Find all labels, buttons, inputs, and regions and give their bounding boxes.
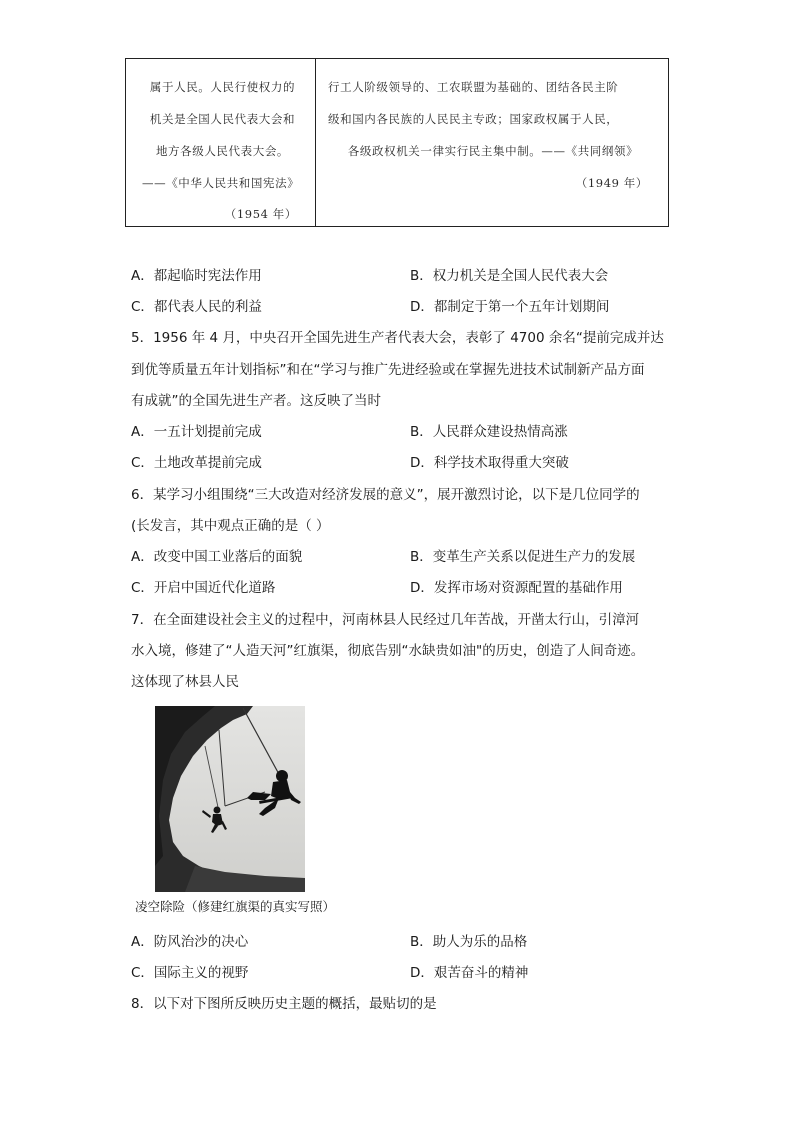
- q5-option-d: D．科学技术取得重大突破: [410, 455, 569, 471]
- q5-stem-line: 到优等质量五年计划指标”和在“学习与推广先进经验或在掌握先进技术试制新产品方面: [131, 362, 645, 378]
- quote-line: 机关是全国人民代表大会和: [149, 112, 296, 126]
- q4-option-b: B．权力机关是全国人民代表大会: [410, 268, 609, 284]
- quote-source: 各级政权机关一律实行民主集中制。——《共同纲领》: [347, 144, 639, 158]
- photo-caption: 凌空除险（修建红旗渠的真实写照）: [135, 899, 336, 914]
- common-program-quote-cell: [316, 59, 668, 226]
- quote-line: 级和国内各民族的人民民主专政；国家政权属于人民，: [328, 112, 619, 126]
- q5-option-c: C．土地改革提前完成: [131, 455, 262, 471]
- quote-line: 行工人阶级领导的、工农联盟为基础的、团结各民主阶: [328, 80, 619, 94]
- q6-option-a: A．改变中国工业落后的面貌: [131, 549, 303, 565]
- q5-option-b: B．人民群众建设热情高涨: [410, 424, 568, 440]
- q7-stem-line: 这体现了林县人民: [131, 674, 239, 690]
- quote-year: （1949 年）: [575, 176, 648, 190]
- q4-option-d: D．都制定于第一个五年计划期间: [410, 299, 610, 315]
- q7-stem-line: 7．在全面建设社会主义的过程中，河南林县人民经过几年苦战，开凿太行山，引漳河: [131, 612, 640, 628]
- q7-option-b: B．助人为乐的品格: [410, 934, 528, 950]
- q6-option-c: C．开启中国近代化道路: [131, 580, 276, 596]
- q7-option-a: A．防风治沙的决心: [131, 934, 249, 950]
- q6-option-d: D．发挥市场对资源配置的基础作用: [410, 580, 623, 596]
- q6-stem-line: 6．某学习小组围绕“三大改造对经济发展的意义”，展开激烈讨论，以下是几位同学的: [131, 487, 640, 503]
- q6-option-b: B．变革生产关系以促进生产力的发展: [410, 549, 636, 565]
- quote-line: 属于人民。人民行使权力的: [149, 80, 296, 94]
- q5-option-a: A．一五计划提前完成: [131, 424, 262, 440]
- quote-source: ——《中华人民共和国宪法》: [142, 176, 300, 190]
- q4-option-c: C．都代表人民的利益: [131, 299, 262, 315]
- constitution-quote-cell: [126, 59, 316, 226]
- quote-line: 地方各级人民代表大会。: [155, 144, 290, 158]
- q4-option-a: A．都起临时宪法作用: [131, 268, 262, 284]
- q5-stem-line: 有成就”的全国先进生产者。这反映了当时: [131, 393, 381, 409]
- q5-stem-line: 5．1956 年 4 月，中央召开全国先进生产者代表大会，表彰了 4700 余名“提前完成并达: [131, 330, 664, 346]
- q7-option-c: C．国际主义的视野: [131, 965, 249, 981]
- q8-stem-line: 8．以下对下图所反映历史主题的概括，最贴切的是: [131, 996, 437, 1012]
- q6-stem-line: (长发言，其中观点正确的是（ ）: [131, 518, 330, 534]
- cliff-silhouette-image: [155, 706, 305, 892]
- q7-stem-line: 水入境，修建了“人造天河”红旗渠，彻底告别“水缺贵如油"的历史，创造了人间奇迹。: [131, 643, 645, 659]
- quote-table: [125, 58, 669, 227]
- quote-year: （1954 年）: [224, 207, 297, 221]
- q7-option-d: D．艰苦奋斗的精神: [410, 965, 529, 981]
- cliff-worker-photo: [155, 706, 305, 892]
